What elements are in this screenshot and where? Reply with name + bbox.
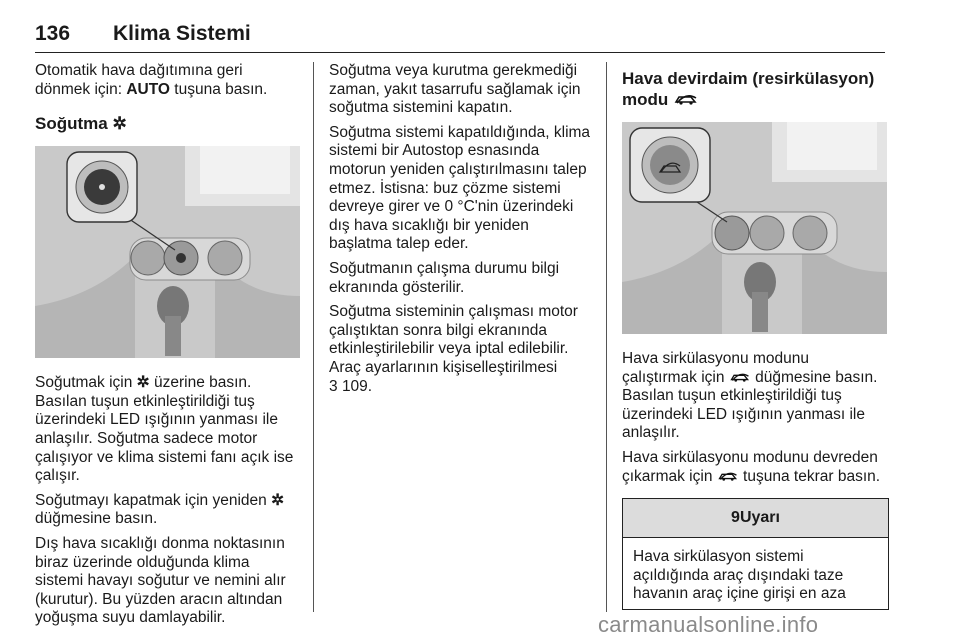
page-reference-link[interactable]: 109. [341,377,373,395]
column-1 [35,62,301,634]
recirculation-car-icon [673,92,699,106]
warning-triangle-icon: 9 [731,509,740,527]
snowflake-icon: ✲ [271,491,285,509]
fuel-saving-paragraph: Soğutma veya kurutma gerekmediği zaman, yakıt tasarrufu sağlamak için soğutma sistemini kapatın. [329,62,581,117]
column-3 [622,62,887,610]
chapter-title: Klima Sistemi [113,22,251,45]
cooling-on-paragraph: Soğutmak için ✲ üzerine basın. Basılan tuşun etkinleştirildiği tuş üzerindeki LED ışığının yanması ile anlaşılır. Soğutma sadece motor çalışıyor ve klima sistemi fanı açık ise çalışır. [35,374,294,485]
cooling-off-paragraph: Soğutmayı kapatmak için yeniden ✲ düğmesine basın. [35,491,285,528]
warning-header [623,499,888,538]
column-2 [329,62,594,402]
status-paragraph: Soğutmanın çalışma durumu bilgi ekranında gösterilir. [329,259,560,296]
recirculation-car-icon [729,371,751,383]
auto-key-label: AUTO [126,80,170,98]
recirculation-heading: Hava devirdaim (resirkülasyon) modu [622,69,875,109]
snowflake-icon: ✲ [112,114,127,134]
page-reference-arrow: 3 [329,377,338,395]
page-number: 136 [35,22,71,45]
warning-text: Hava sirkülasyon sistemi açıldığında araç dışındaki taze havanın araç içine girişi en aza [633,548,846,603]
column-divider [606,62,607,612]
snowflake-icon: ✲ [136,374,150,392]
recirculation-on-paragraph: Hava sirkülasyonu modunu çalıştırmak için düğmesine basın. Basılan tuşun etkinleştirildiği tuş üzerindeki LED ışığının yanması ile anlaşılır. [622,350,878,442]
condensation-paragraph: Dış hava sıcaklığı donma noktasının biraz üzerinde olduğunda klima sistemi havayı soğutur ve nemini alır (kurutur). Bu yüzden aracın altından yoğuşma suyu damlayabilir. [35,534,286,627]
column-divider [313,62,314,612]
cooling-heading: Soğutma ✲ [35,114,127,134]
recirculation-control-photo [622,122,887,334]
intro-paragraph: Otomatik hava dağıtımına geri dönmek için: AUTO tuşuna basın. [35,62,268,98]
recirculation-off-paragraph: Hava sirkülasyonu modunu devreden çıkarmak için tuşuna tekrar basın. [622,448,881,485]
recirculation-car-icon [717,470,739,482]
watermark: carmanualsonline.info [598,612,819,637]
warning-title: Uyarı [739,509,780,527]
page-header [35,22,885,53]
warning-box [622,498,889,610]
settings-paragraph: Soğutma sisteminin çalışması motor çalıştıktan sonra bilgi ekranında etkinleştirilebilir veya iptal edilebilir. Araç ayarlarının kişiselleştirilmesi 3 109. [329,303,578,395]
cooling-control-photo [35,146,300,358]
autostop-paragraph: Soğutma sistemi kapatıldığında, klima sistemi bir Autostop esnasında motorun yeniden çalıştırılmasını talep etmez. İstisna: buz çözme sistemi devreye girer ve 0 °C'nin üzerindeki dış hava sıcaklığı bir yeniden başlatma talep eder. [329,123,591,253]
